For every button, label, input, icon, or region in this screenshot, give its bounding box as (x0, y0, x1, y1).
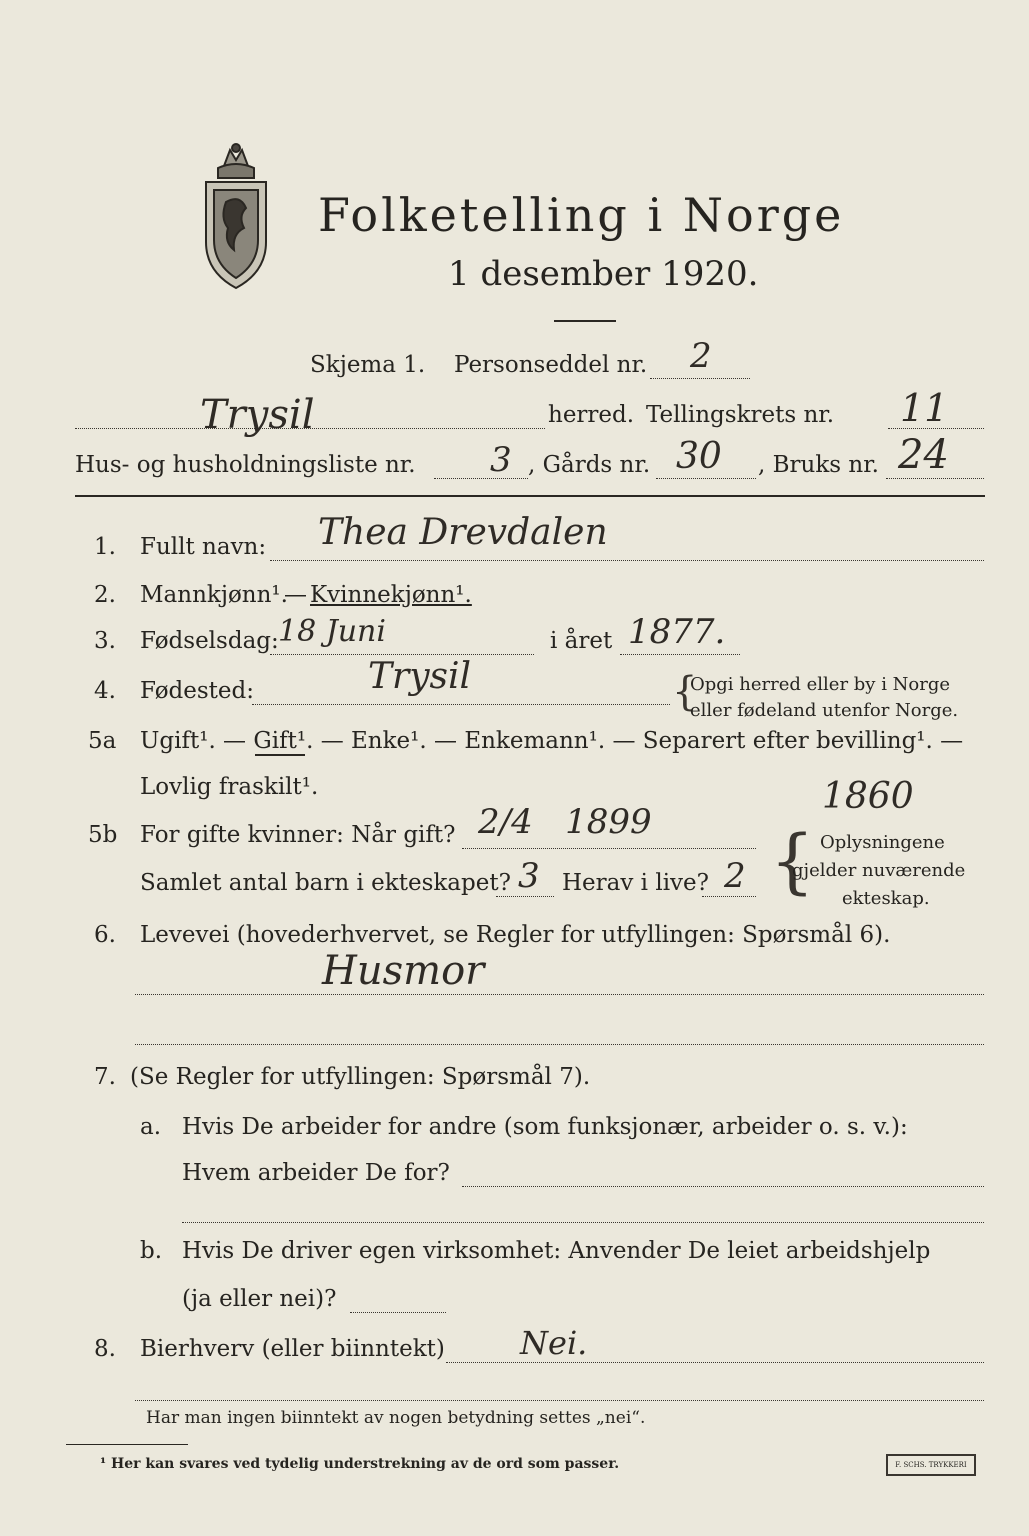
birthday-label: Fødselsdag: (140, 628, 279, 654)
margin-annotation: 1860 (822, 776, 914, 817)
tellingskrets-value[interactable]: 11 (900, 386, 949, 430)
gards-label: , Gårds nr. (528, 452, 651, 478)
hus-value[interactable]: 3 (490, 440, 512, 480)
footnote-divider (66, 1444, 188, 1445)
married-when-label: For gifte kvinner: Når gift? (140, 822, 456, 848)
q4-number: 4. (94, 678, 116, 704)
header-divider (75, 495, 985, 497)
q8-number: 8. (94, 1336, 116, 1362)
q1-number: 1. (94, 534, 116, 560)
side-income-label: Bierhverv (eller biinntekt) (140, 1336, 445, 1362)
q7a-text: Hvis De arbeider for andre (som funksjonær, arbeider o. s. v.): (182, 1114, 908, 1140)
birthplace-label: Fødested: (140, 678, 255, 704)
side-income-note: Har man ingen biinntekt av nogen betydning settes „nei“. (146, 1408, 646, 1428)
full-name-value[interactable]: Thea Drevdalen (318, 512, 608, 553)
marital-status-options[interactable]: Ugift¹. — Gift¹. — Enke¹. — Enkemann¹. — Separert efter bevilling¹. — (140, 728, 964, 754)
personseddel-value[interactable]: 2 (690, 336, 712, 376)
q5a-number: 5a (88, 728, 117, 754)
printer-stamp-text: F. SCHS. TRYKKERI (895, 1461, 967, 1469)
tellingskrets-label: Tellingskrets nr. (646, 402, 835, 428)
sex-female-option[interactable]: Kvinnekjønn¹. (310, 582, 472, 608)
skjema-label: Skjema 1. (310, 352, 426, 378)
occupation-value[interactable]: Husmor (322, 948, 485, 994)
q7b-text: Hvis De driver egen virksomhet: Anvender De leiet arbeidshjelp (182, 1238, 931, 1264)
printer-stamp (886, 1454, 976, 1476)
birthplace-note-line2: eller fødeland utenfor Norge. (690, 700, 959, 721)
personseddel-label: Personseddel nr. (454, 352, 648, 378)
children-count-value[interactable]: 3 (518, 856, 540, 896)
hus-label: Hus- og husholdningsliste nr. (75, 452, 416, 478)
birthday-value[interactable]: 18 Juni (278, 614, 386, 649)
q5b-number: 5b (88, 822, 118, 848)
q7a-letter: a. (140, 1114, 162, 1140)
census-form: Folketelling i Norge 1 desember 1920. Skjema 1. Personseddel nr. 2 Trysil herred. Tellingskrets nr. 11 Hus- og husholdningsliste nr. 3 , Gårds nr. 30 , Bruks nr. 24 1. Fullt navn: Thea Drevdalen 2. Mannkjønn¹. — Kvinnekjønn¹. 3. Fødselsdag: 18 Juni i året 1877. 4. Fødested: Trysil { Opgi herred eller by i Norge eller fødeland utenfor Norge. 5a Ugift¹. — Gift¹. — Enke¹. — Enkemann¹. — Separert efter bevilling¹. — Lovlig fraskilt¹. 5b For gifte kvinner: Når gift? 2/4 1899 1860 Samlet antal barn i ekteskapet? 3 Herav i live? 2 { Oplysningene gjelder nuværende ekteskap. 6. Levevei (hovederhvervet, se Regler for utfyllingen: Spørsmål 6). Husmor 7. (Se Regler for utfyllingen: Spørsmål 7). a. Hvis De arbeider for andre (som funksjonær, arbeider o. s. v.): Hvem arbeider De for? b. Hvis De driver egen virksomhet: Anvender De leiet arbeidshjelp (ja eller nei)? 8. Bierhverv (eller biinntekt) Nei. Har man ingen biinntekt av nogen betydning settes „nei“. ¹ Her kan svares ved tydelig understrekning av de ord som passer. F. SCHS. TRYKKERI (0, 0, 1029, 1536)
gift-underline (255, 754, 305, 756)
side-income-value[interactable]: Nei. (520, 1324, 588, 1362)
full-name-label: Fullt navn: (140, 534, 267, 560)
employer-label: Hvem arbeider De for? (182, 1160, 450, 1186)
marital-status-divorced[interactable]: Lovlig fraskilt¹. (140, 774, 319, 800)
form-title: Folketelling i Norge (318, 188, 845, 242)
bruks-label: , Bruks nr. (758, 452, 879, 478)
q6-number: 6. (94, 922, 116, 948)
census-date: 1 desember 1920. (448, 254, 759, 294)
coat-of-arms-icon (196, 142, 276, 292)
herred-value[interactable]: Trysil (200, 392, 315, 438)
children-alive-value[interactable]: 2 (724, 856, 746, 896)
gards-value[interactable]: 30 (676, 436, 722, 477)
q2-number: 2. (94, 582, 116, 608)
marriage-note-line2: gjelder nuværende (792, 860, 966, 881)
herred-label: herred. (548, 402, 635, 428)
bruks-value[interactable]: 24 (898, 432, 949, 478)
birth-year-label: i året (550, 628, 613, 654)
hired-help-field[interactable] (350, 1312, 446, 1313)
birthplace-note-line1: Opgi herred eller by i Norge (690, 674, 951, 695)
hired-help-label: (ja eller nei)? (182, 1286, 337, 1312)
sex-male-option[interactable]: Mannkjønn¹. (140, 582, 288, 608)
footnote: ¹ Her kan svares ved tydelig understrekning av de ord som passer. (100, 1456, 620, 1472)
birth-year-value[interactable]: 1877. (628, 612, 726, 652)
marriage-note-line3: ekteskap. (842, 888, 930, 909)
q7-number: 7. (94, 1064, 116, 1090)
marriage-note-line1: Oplysningene (820, 832, 945, 853)
q7b-letter: b. (140, 1238, 163, 1264)
birthplace-value[interactable]: Trysil (368, 656, 472, 697)
children-count-label: Samlet antal barn i ekteskapet? (140, 870, 511, 896)
occupation-label: Levevei (hovederhvervet, se Regler for utfyllingen: Spørsmål 6). (140, 922, 891, 948)
married-when-value[interactable]: 2/4 1899 (478, 802, 652, 842)
q3-number: 3. (94, 628, 116, 654)
children-alive-label: Herav i live? (562, 870, 709, 896)
q7-label: (Se Regler for utfyllingen: Spørsmål 7). (130, 1064, 591, 1090)
employer-field[interactable] (462, 1186, 984, 1187)
title-divider (554, 320, 616, 322)
sex-dash: — (284, 582, 307, 608)
